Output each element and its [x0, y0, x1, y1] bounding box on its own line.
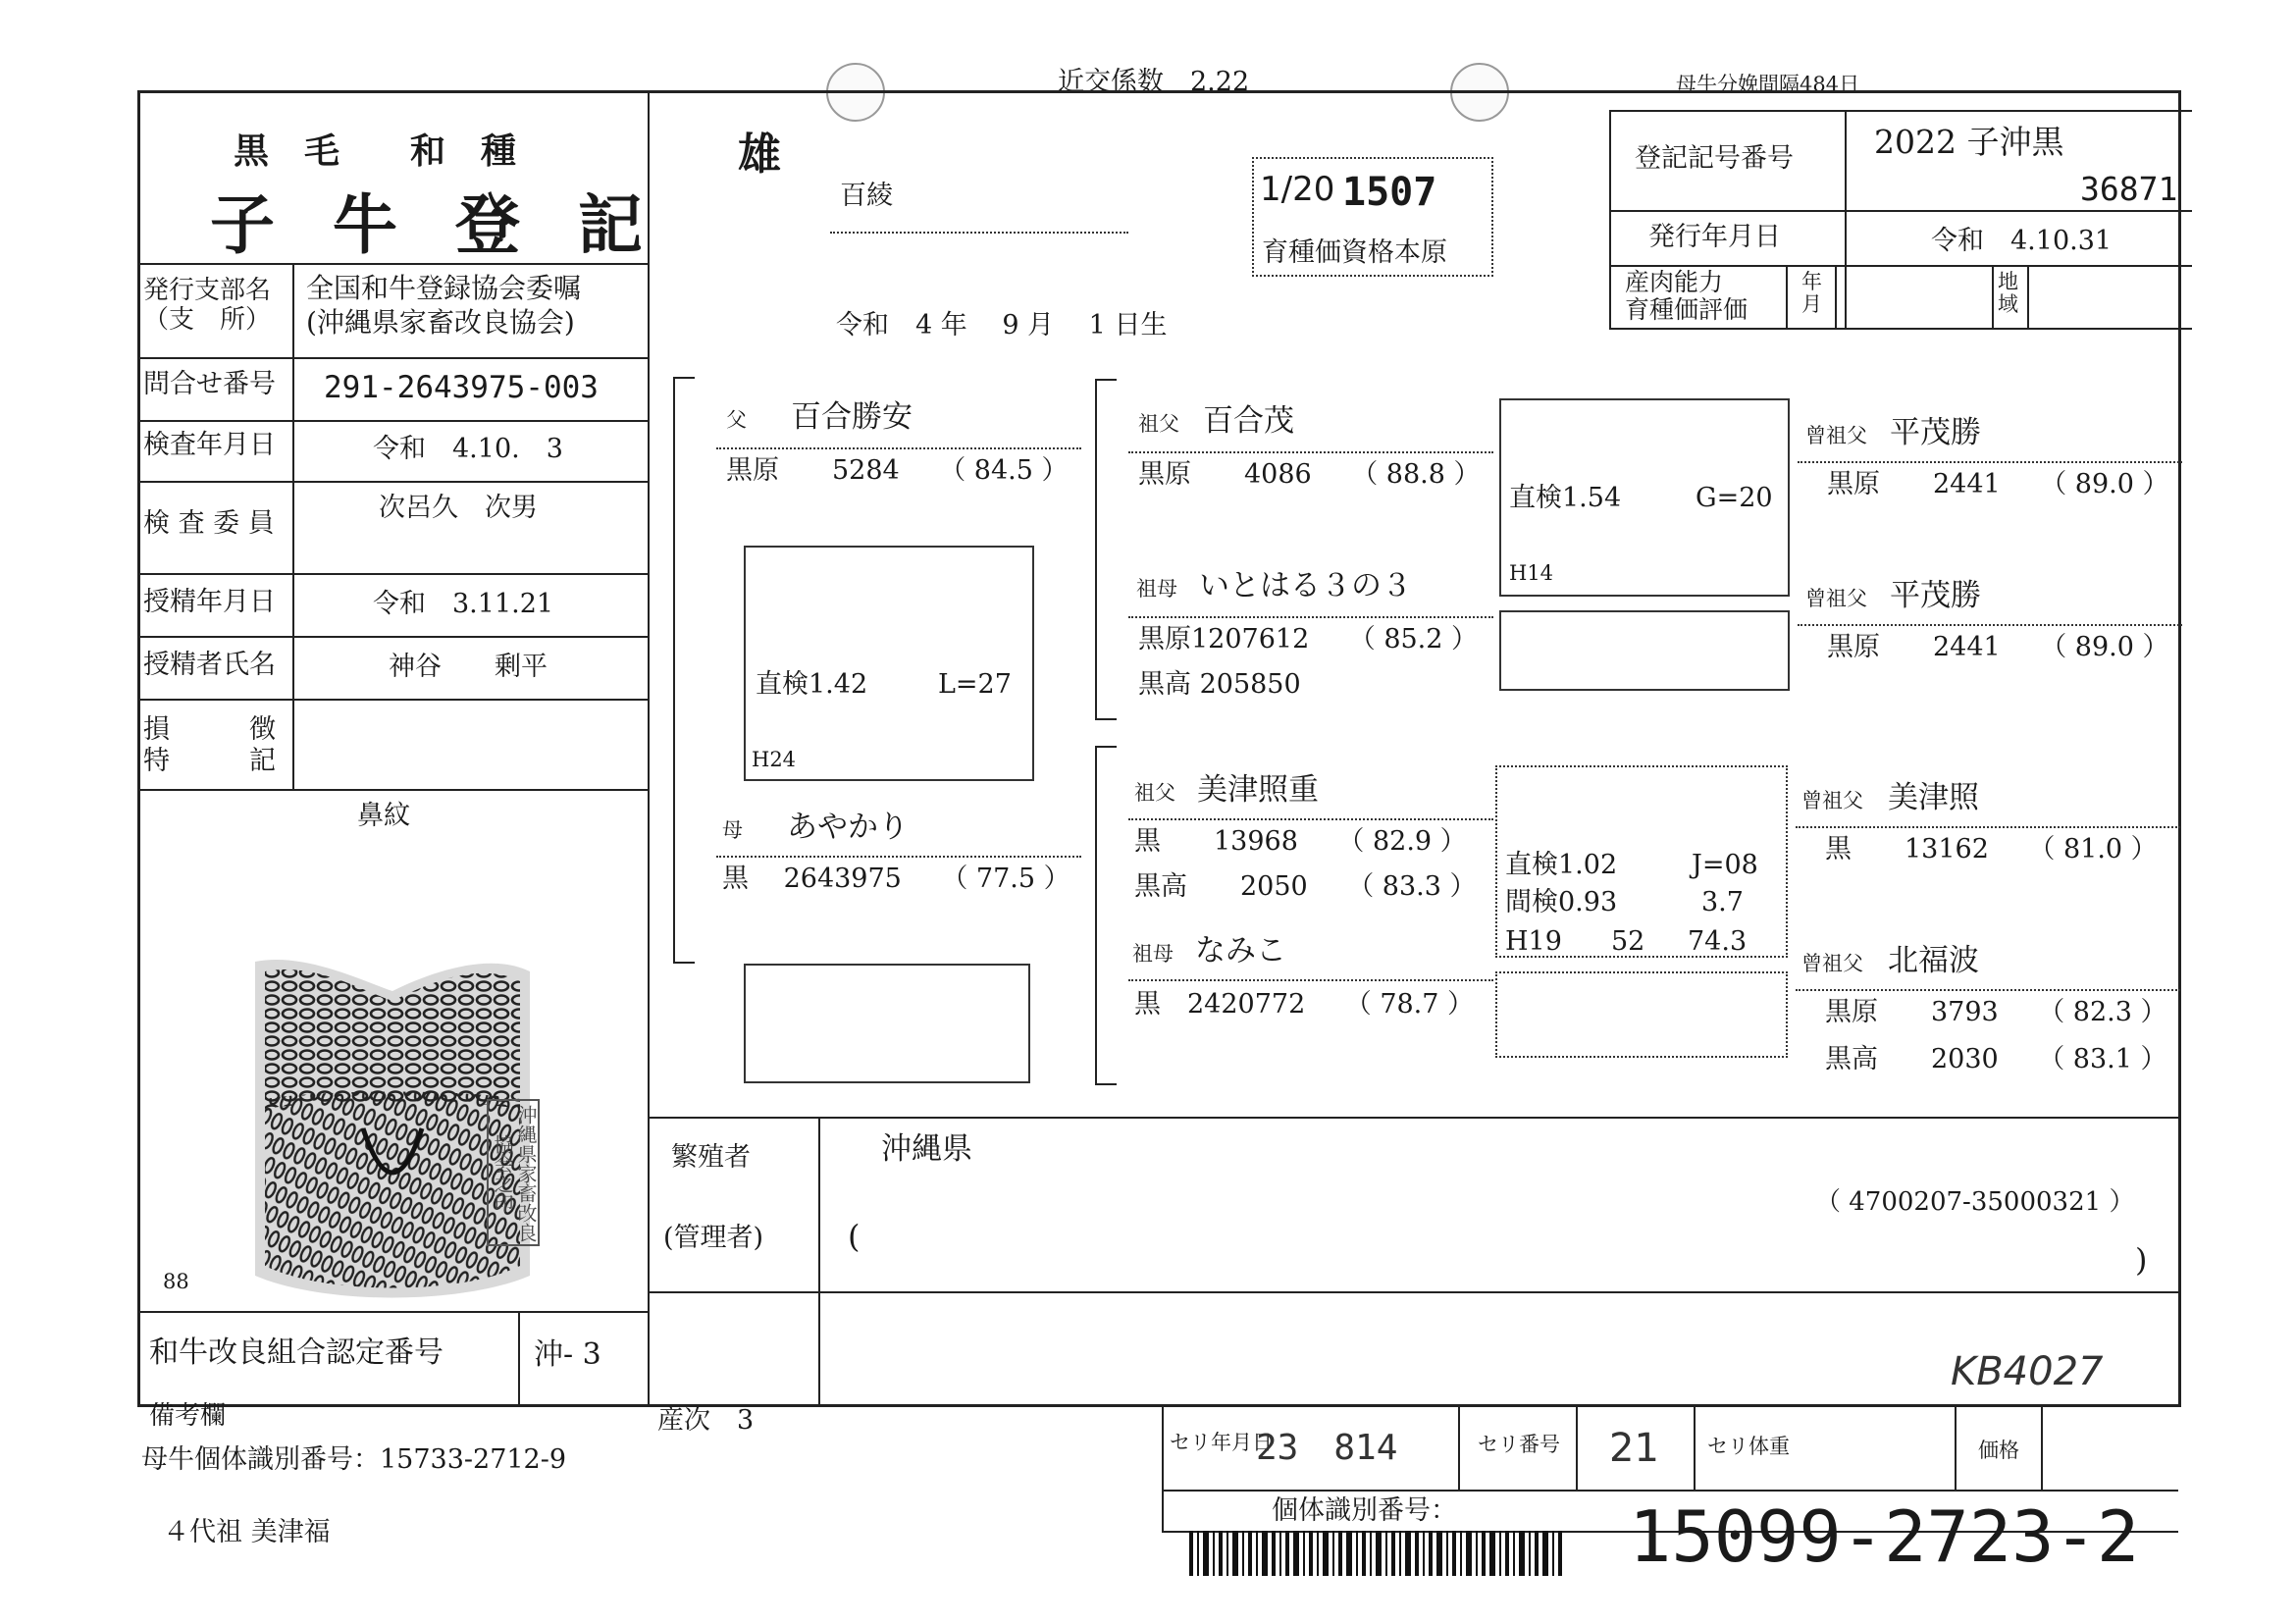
dd-role: 祖母 — [1132, 942, 1174, 966]
g3-registration: 黒 13162 （ 81.0 ） — [1825, 834, 2158, 864]
nose-print-label: 鼻紋 — [357, 801, 410, 831]
ds-box-l3a: H19 — [1505, 926, 1562, 957]
ss-registration: 黒原 4086 （ 88.8 ） — [1138, 459, 1481, 490]
breeder-name: 沖縄県 — [881, 1131, 972, 1167]
inspection-date: 令和 4.10. 3 — [373, 434, 563, 464]
calf-sex: 雄 — [738, 130, 781, 180]
g2-registration: 黒原 2441 （ 89.0 ） — [1827, 632, 2169, 662]
sire-dam-bracket — [673, 377, 695, 964]
manager-open-paren: ( — [848, 1218, 861, 1255]
ss-role: 祖父 — [1138, 412, 1179, 436]
g1-role: 曾祖父 — [1805, 424, 1867, 447]
inbreeding-coefficient: 近交係数 2.22 — [1058, 67, 1250, 97]
calving-interval: 母牛分娩間隔484日 — [1676, 73, 1860, 96]
g4-registration-2: 黒高 2030 （ 83.1 ） — [1825, 1044, 2167, 1074]
ds-registration-2: 黒高 2050 （ 83.3 ） — [1134, 871, 1477, 902]
sire-eval-box — [744, 546, 1034, 781]
manager-label: (管理者) — [663, 1223, 764, 1253]
barcode — [1189, 1531, 1566, 1576]
cert-fraction: 1/20 — [1260, 170, 1335, 209]
sire-registration: 黒原 5284 （ 84.5 ） — [726, 455, 1069, 486]
breed-title: 黒 毛 和 種 — [234, 131, 517, 172]
branch-value: 全国和牛登録協会委嘱 (沖縄県家畜改良協会) — [306, 272, 582, 339]
auction-weight-label: セリ体重 — [1707, 1435, 1790, 1458]
inseminator-label: 授精者氏名 — [143, 650, 276, 680]
union-cert-number: 沖- 3 — [534, 1337, 601, 1372]
issue-date: 令和 4.10.31 — [1931, 226, 2113, 256]
birth-date: 令和 4 年 9 月 1 日生 — [836, 310, 1168, 340]
left-divider — [648, 93, 650, 1404]
g2-role: 曾祖父 — [1805, 587, 1867, 610]
fourth-generation: ４代祖 美津福 — [163, 1517, 331, 1547]
sd-registration-1: 黒原1207612 （ 85.2 ） — [1138, 624, 1479, 654]
ds-box-l2a: 間検0.93 — [1505, 887, 1618, 917]
remarks-label: 備考欄 — [149, 1401, 227, 1431]
auction-date-label: セリ年月日 — [1170, 1431, 1273, 1454]
auction-number-value: 21 — [1609, 1426, 1659, 1471]
ds-role: 祖父 — [1134, 781, 1175, 805]
ds-name: 美津照重 — [1197, 772, 1319, 808]
breeder-label: 繁殖者 — [671, 1142, 751, 1173]
auction-price-label: 価格 — [1978, 1439, 2019, 1462]
sire-box-line2: H24 — [752, 748, 797, 771]
dd-name: なみこ — [1195, 933, 1286, 969]
g2-name: 平茂勝 — [1890, 578, 1981, 613]
sire-role: 父 — [726, 408, 747, 432]
reg-number-line2: 36871 — [2080, 170, 2178, 208]
eval-date-label: 年 月 — [1801, 270, 1822, 317]
sd-role: 祖母 — [1136, 577, 1177, 601]
inquiry-number: 291-2643975-003 — [324, 370, 599, 405]
cert-number: 1507 — [1342, 170, 1437, 215]
ds-box-l3b: 52 — [1611, 926, 1645, 957]
dam-grandparents-bracket — [1095, 746, 1117, 1085]
ss-box-line1b: G=20 — [1696, 483, 1773, 513]
calf-name: 百綾 — [840, 181, 893, 211]
inspector-name: 次呂久 次男 — [379, 493, 538, 523]
remarks-special-label: 損 徴 特 記 — [143, 714, 276, 777]
g4-registration-1: 黒原 3793 （ 82.3 ） — [1825, 997, 2167, 1027]
reg-number-line1: 2022 子沖黒 — [1874, 123, 2064, 161]
union-cert-label: 和牛改良組合認定番号 — [149, 1335, 444, 1370]
dam-registration: 黒 2643975 （ 77.5 ） — [722, 864, 1070, 894]
g4-role: 曾祖父 — [1801, 952, 1863, 975]
parity: 産次 3 — [657, 1405, 755, 1436]
ss-box-line2: H14 — [1509, 561, 1554, 585]
association-seal: 沖縄県家畜改良協会之印 — [487, 1099, 540, 1246]
cert-label: 育種価資格本原 — [1262, 237, 1447, 268]
individual-id-label: 個体識別番号： — [1272, 1495, 1457, 1526]
handwritten-code: KB4027 — [1951, 1349, 2104, 1394]
individual-id-number: 15099-2723-2 — [1629, 1495, 2140, 1578]
manager-close-paren: ) — [2135, 1241, 2148, 1279]
sd-name: いとはる３の３ — [1199, 568, 1412, 603]
ds-registration-1: 黒 13968 （ 82.9 ） — [1134, 826, 1467, 857]
reg-number-label: 登記記号番号 — [1635, 143, 1794, 174]
breeder-id: （ 4700207-35000321 ） — [1815, 1187, 2135, 1217]
dam-individual-id: 母牛個体識別番号：15733-2712-9 — [141, 1444, 567, 1475]
sd-registration-2: 黒高 205850 — [1138, 669, 1301, 700]
g1-registration: 黒原 2441 （ 89.0 ） — [1827, 469, 2169, 499]
auction-date-value: 23 814 — [1256, 1428, 1398, 1468]
eval-label: 産肉能力 育種価評価 — [1625, 268, 1748, 324]
dd-registration: 黒 2420772 （ 78.7 ） — [1134, 989, 1475, 1020]
inquiry-label: 問合せ番号 — [143, 369, 276, 399]
dam-eval-box — [744, 964, 1030, 1083]
g3-name: 美津照 — [1888, 780, 1979, 815]
eval-region-label: 地 域 — [1998, 270, 2018, 317]
auction-number-label: セリ番号 — [1478, 1433, 1560, 1456]
sire-box-line1b: L=27 — [938, 669, 1012, 700]
insemination-date-label: 授精年月日 — [143, 587, 276, 617]
issue-date-label: 発行年月日 — [1648, 222, 1781, 252]
document-title: 子 牛 登 記 — [210, 186, 660, 263]
branch-label: 発行支部名 （支 所） — [143, 276, 272, 335]
sire-box-line1a: 直検1.42 — [756, 669, 868, 700]
sire-name: 百合勝安 — [791, 399, 913, 435]
dam-role: 母 — [722, 818, 743, 842]
ss-box-line1a: 直検1.54 — [1509, 483, 1622, 513]
g1-name: 平茂勝 — [1890, 415, 1981, 450]
inspection-date-label: 検査年月日 — [143, 430, 276, 460]
ds-box-l1b: J=08 — [1692, 850, 1758, 880]
ds-box-l2b: 3.7 — [1701, 887, 1744, 917]
g3-role: 曾祖父 — [1801, 789, 1863, 812]
sire-grandparents-bracket — [1095, 379, 1117, 720]
dam-name: あやかり — [787, 810, 909, 845]
sd-eval-box — [1499, 610, 1790, 691]
insemination-date: 令和 3.11.21 — [373, 589, 554, 619]
ss-name: 百合茂 — [1203, 403, 1294, 439]
inspector-label: 検 査 委 員 — [143, 508, 275, 539]
ds-box-l3c: 74.3 — [1688, 926, 1748, 957]
dd-eval-box — [1495, 971, 1788, 1058]
ds-box-l1a: 直検1.02 — [1505, 850, 1618, 880]
inseminator-name: 神谷 剰平 — [389, 652, 548, 682]
g4-name: 北福波 — [1888, 943, 1979, 978]
nose-print-number: 88 — [163, 1270, 189, 1293]
